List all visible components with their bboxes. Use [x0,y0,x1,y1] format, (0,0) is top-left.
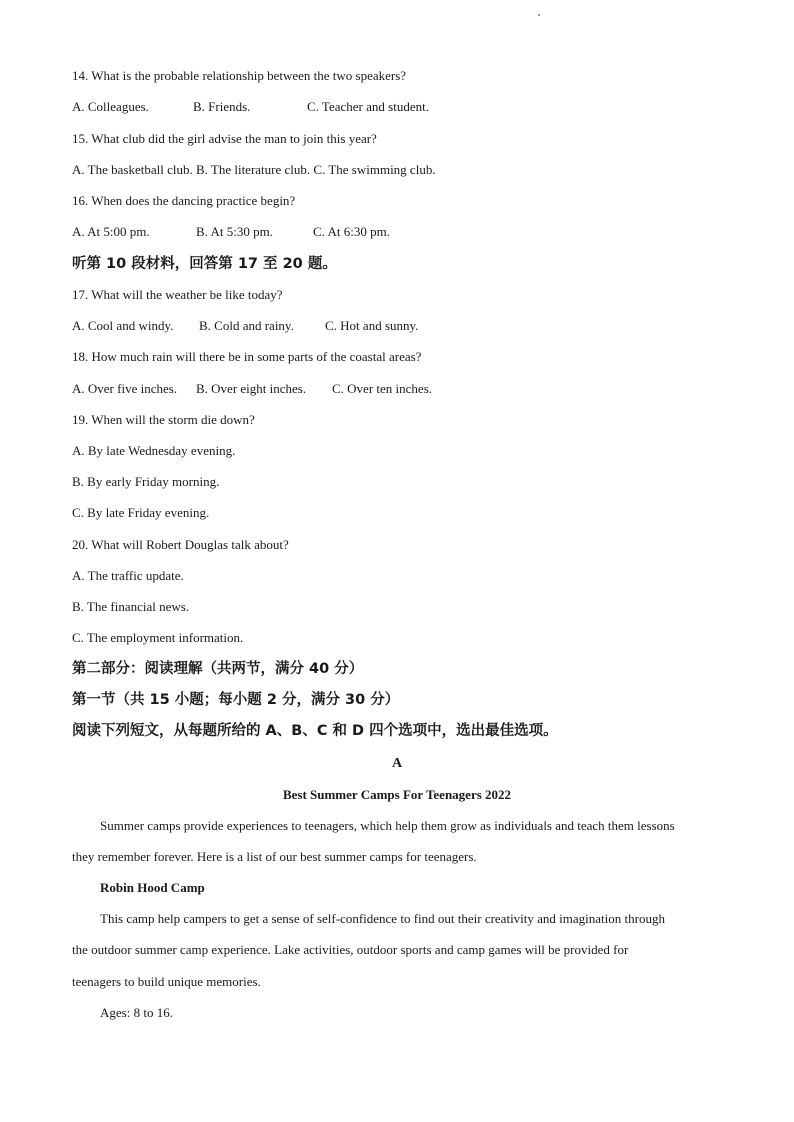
question-19: 19. When will the storm die down? [72,412,255,427]
passage-intro-line-1: Summer camps provide experiences to teenagers, which help them grow as individuals and teach them lessons [100,818,675,833]
section-10-instruction: 听第 10 段材料，回答第 17 至 20 题。 [72,256,337,272]
option-c: C. Over ten inches. [332,381,433,396]
question-19-option-c: C. By late Friday evening. [72,505,210,520]
question-20-option-b: B. The financial news. [72,599,190,614]
option-c: C. At 6:30 pm. [313,224,390,239]
camp-1-line-1: This camp help campers to get a sense of self-confidence to find out their creativity and imagination through [100,911,665,926]
question-17-options [72,318,418,334]
option-b: B. Over eight inches. [196,381,307,396]
question-16: 16. When does the dancing practice begin? [72,193,296,208]
passage-intro-line-2: they remember forever. Here is a list of our best summer camps for teenagers. [72,849,477,864]
option-a: A. At 5:00 pm. [72,224,150,239]
question-19-option-a: A. By late Wednesday evening. [72,443,236,458]
question-14-options [72,99,429,115]
question-20-option-c: C. The employment information. [72,630,244,645]
camp-1-name: Robin Hood Camp [100,880,205,895]
option-b: B. At 5:30 pm. [196,224,273,239]
question-14: 14. What is the probable relationship between the two speakers? [72,68,407,83]
reading-instruction: 阅读下列短文，从每题所给的 A、B、C 和 D 四个选项中，选出最佳选项。 [72,723,558,739]
question-17: 17. What will the weather be like today? [72,287,283,302]
option-b: B. Friends. [193,99,251,114]
part-2-heading: 第二部分：阅读理解（共两节，满分 40 分） [72,661,364,677]
option-a: A. Colleagues. [72,99,149,114]
option-b: B. Cold and rainy. [199,318,294,333]
camp-1-ages: Ages: 8 to 16. [100,1005,173,1020]
section-1-heading: 第一节（共 15 小题；每小题 2 分，满分 30 分） [72,692,400,708]
question-16-options [72,224,390,240]
option-a: A. Over five inches. [72,381,178,396]
question-19-option-b: B. By early Friday morning. [72,474,220,489]
passage-letter: A [391,756,403,771]
question-20-option-a: A. The traffic update. [72,568,184,583]
question-18: 18. How much rain will there be in some parts of the coastal areas? [72,349,422,364]
option-c: C. Hot and sunny. [325,318,419,333]
camp-1-line-2: the outdoor summer camp experience. Lake activities, outdoor sports and camp games will be provided for [72,942,629,957]
option-a: A. Cool and windy. [72,318,174,333]
scan-speck [538,14,540,16]
passage-title: Best Summer Camps For Teenagers 2022 [282,787,512,802]
question-18-options [72,381,432,397]
question-15: 15. What club did the girl advise the man to join this year? [72,131,377,146]
option-c: C. Teacher and student. [307,99,429,114]
question-20: 20. What will Robert Douglas talk about? [72,537,289,552]
camp-1-line-3: teenagers to build unique memories. [72,974,261,989]
question-15-options: A. The basketball club. B. The literature club. C. The swimming club. [72,162,436,177]
